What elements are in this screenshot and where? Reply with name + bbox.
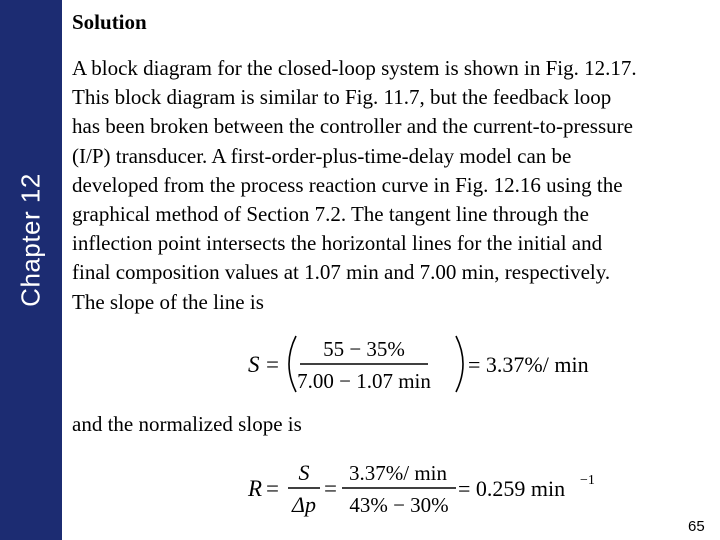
eq1-equals: =: [266, 352, 279, 377]
eq2-lhs: R: [248, 476, 263, 501]
eq1-lhs: S: [248, 352, 260, 377]
paragraph-line: This block diagram is similar to Fig. 11.7, but the feedback loop: [72, 85, 612, 110]
eq2-frac2-denominator: 43% − 30%: [349, 493, 449, 517]
eq2-exponent: −1: [580, 473, 595, 488]
slope-equation: [244, 330, 604, 398]
paragraph-line: final composition values at 1.07 min and 7.00 min, respectively.: [72, 260, 611, 285]
eq1-result: = 3.37%/ min: [468, 352, 589, 377]
paragraph-line: has been broken between the controller and the current-to-pressure: [72, 114, 633, 139]
solution-paragraph: [72, 54, 720, 317]
normalized-slope-equation: [244, 458, 604, 520]
paragraph-line: A block diagram for the closed-loop system is shown in Fig. 12.17.: [72, 56, 637, 80]
chapter-sidebar: [0, 0, 62, 540]
eq2-equals-2: =: [324, 476, 337, 501]
normalized-slope-text: and the normalized slope is: [72, 412, 302, 436]
solution-heading: Solution: [72, 10, 147, 34]
chapter-label: Chapter 12: [15, 173, 46, 307]
left-paren: [289, 336, 296, 392]
eq1-numerator: 55 − 35%: [323, 337, 405, 361]
eq2-frac1-denominator: Δp: [292, 492, 316, 517]
paragraph-line: (I/P) transducer. A first-order-plus-time-delay model can be: [72, 143, 572, 168]
page-number: 65: [688, 518, 705, 535]
eq2-result: = 0.259 min: [458, 476, 566, 501]
paragraph-line: The slope of the line is: [72, 289, 264, 314]
eq2-frac1-numerator: S: [298, 460, 310, 485]
eq2-equals-1: =: [266, 476, 279, 501]
right-paren: [456, 336, 463, 392]
paragraph-line: graphical method of Section 7.2. The tangent line through the: [72, 202, 589, 227]
eq2-frac2-numerator: 3.37%/ min: [349, 461, 447, 485]
paragraph-line: inflection point intersects the horizontal lines for the initial and: [72, 231, 603, 256]
paragraph-line: developed from the process reaction curve in Fig. 12.16 using the: [72, 172, 623, 197]
eq1-denominator: 7.00 − 1.07 min: [297, 369, 431, 393]
